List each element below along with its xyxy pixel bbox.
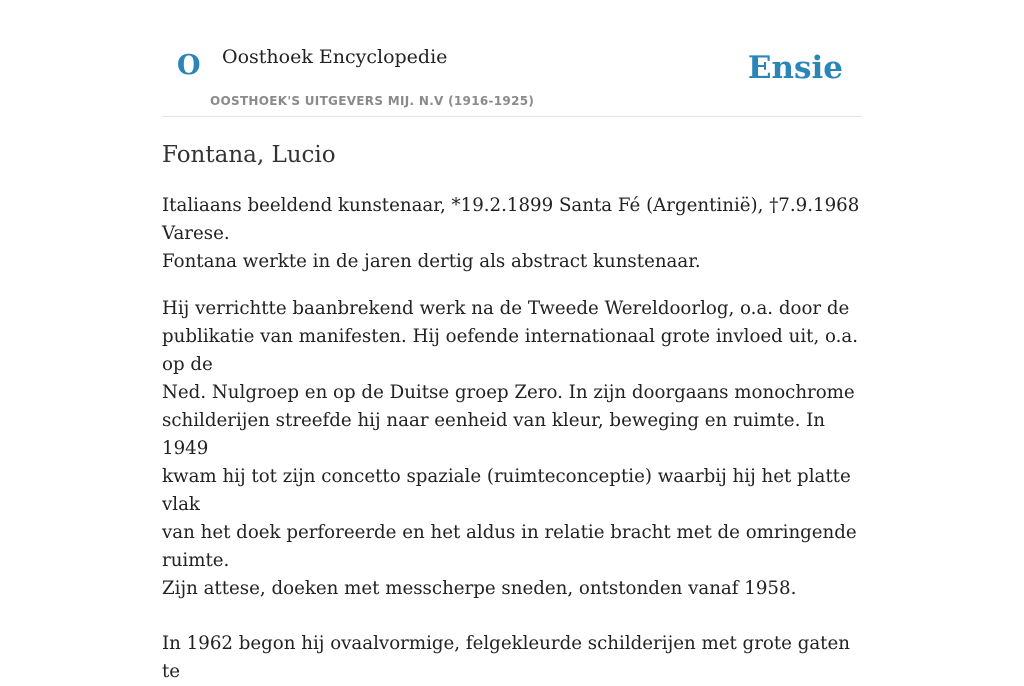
entry-paragraph: Italiaans beeldend kunstenaar, *19.2.1899 Santa Fé (Argentinië), †7.9.1968 Varese. Fontana werkte in de jaren dertig als abstract kunstenaar. — [162, 195, 860, 272]
publisher-subtitle: OOSTHOEK'S UITGEVERS MIJ. N.V (1916-1925) — [210, 94, 535, 108]
entry-paragraph: In 1962 begon hij ovaalvormige, felgekleurde schilderijen met grote gaten te — [162, 633, 850, 682]
entry-paragraph: Hij verrichtte baanbrekend werk na de Tweede Wereldoorlog, o.a. door de publikatie van manifesten. Hij oefende internationaal grote invloed uit, o.a. op de Ned. Nulgroep en op de Duitse groep Zero. In zijn doorgaans monochrome schilderijen streefde hij naar eenheid van kleur, beweging en ruimte. In 1949 kwam hij tot zijn concetto spaziale (ruimteconceptie) waarbij hij het platte vlak van het doek perforeerde en het aldus in relatie bracht met de omringende ruimte. Zijn attese, doeken met messcherpe sneden, ontstonden vanaf 1958. — [162, 298, 859, 599]
logo-icon[interactable]: O — [177, 50, 201, 81]
brand-logo[interactable]: Ensie — [747, 50, 843, 86]
entry-content — [162, 138, 872, 686]
site-title[interactable]: Oosthoek Encyclopedie — [222, 46, 448, 68]
site-header — [162, 0, 862, 117]
entry-title: Fontana, Lucio — [162, 142, 336, 168]
